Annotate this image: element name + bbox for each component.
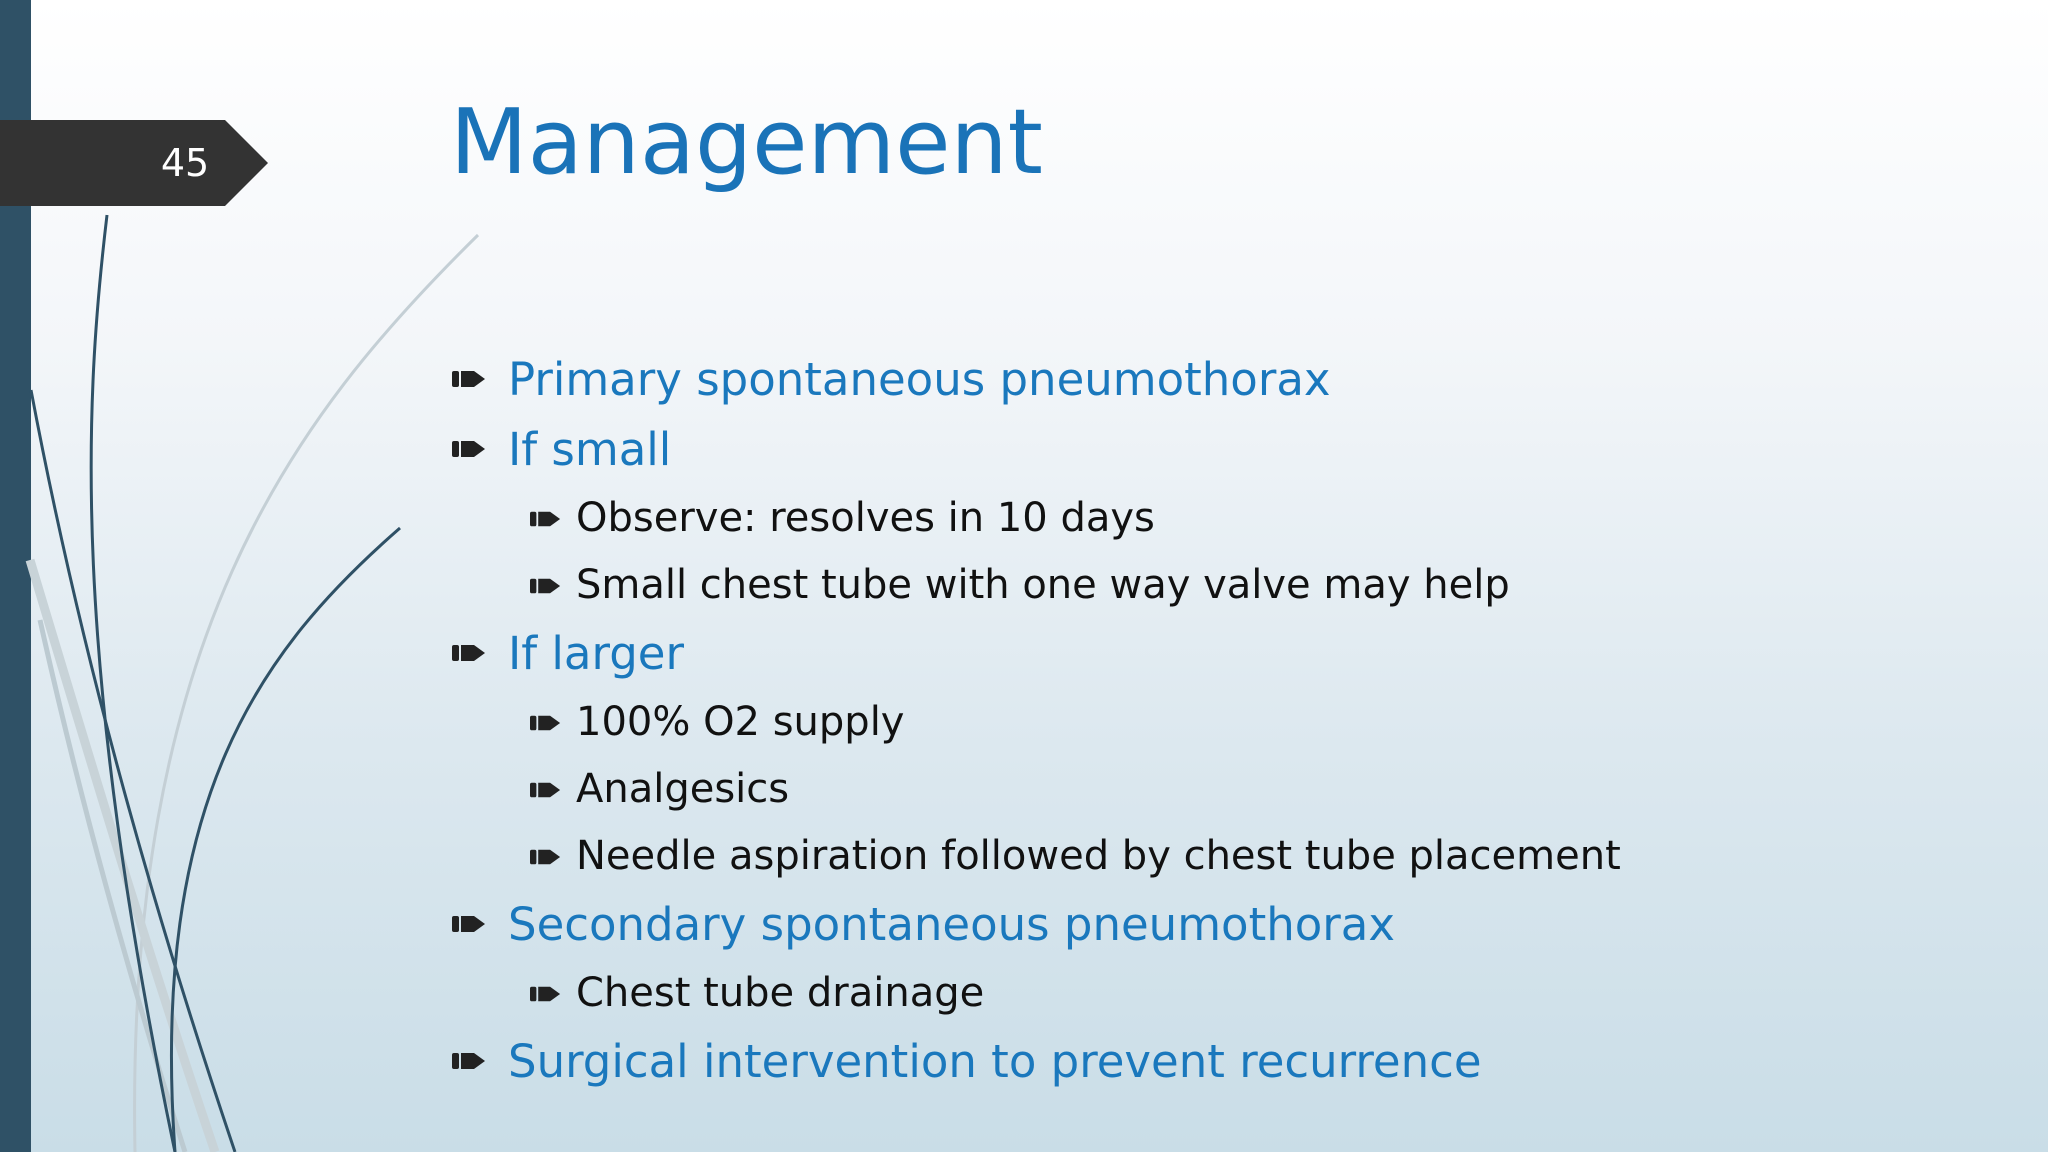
bullet-text: Small chest tube with one way valve may help [576,562,1510,608]
right-arrow-icon [452,890,486,935]
right-arrow-icon [452,415,486,460]
sub-bullet-item [452,823,2012,890]
right-arrow-icon [452,345,486,390]
bullet-item [452,890,2012,960]
sub-bullet-item [452,960,2012,1027]
bullet-item [452,345,2012,415]
right-arrow-icon [452,619,486,664]
bullet-text: Analgesics [576,766,790,812]
right-arrow-icon [452,1027,486,1072]
bullet-text: Observe: resolves in 10 days [576,495,1155,541]
sub-bullet-item [452,756,2012,823]
right-arrow-icon [530,756,561,801]
bullet-text: If small [508,423,672,476]
bullet-item [452,1027,2012,1097]
slide-number-tab [0,120,270,206]
slide-title: Management [450,90,1043,195]
bullet-text: Secondary spontaneous pneumothorax [508,898,1395,951]
right-arrow-icon [530,689,561,734]
bullet-text: 100% O2 supply [576,699,905,745]
bullet-text: Chest tube drainage [576,970,985,1016]
right-arrow-icon [530,823,561,868]
bullet-text: If larger [508,627,684,680]
right-arrow-icon [530,960,561,1005]
right-arrow-icon [530,552,561,597]
slide-number: 45 [160,141,210,185]
bullet-item [452,619,2012,689]
bullet-text: Primary spontaneous pneumothorax [508,353,1331,406]
bullet-text: Surgical intervention to prevent recurrence [508,1035,1482,1088]
sub-bullet-item [452,689,2012,756]
bullet-text: Needle aspiration followed by chest tube placement [576,833,1621,879]
sub-bullet-item [452,485,2012,552]
bullet-list [452,345,2012,1097]
sub-bullet-item [452,552,2012,619]
bullet-item [452,415,2012,485]
right-arrow-icon [530,485,561,530]
